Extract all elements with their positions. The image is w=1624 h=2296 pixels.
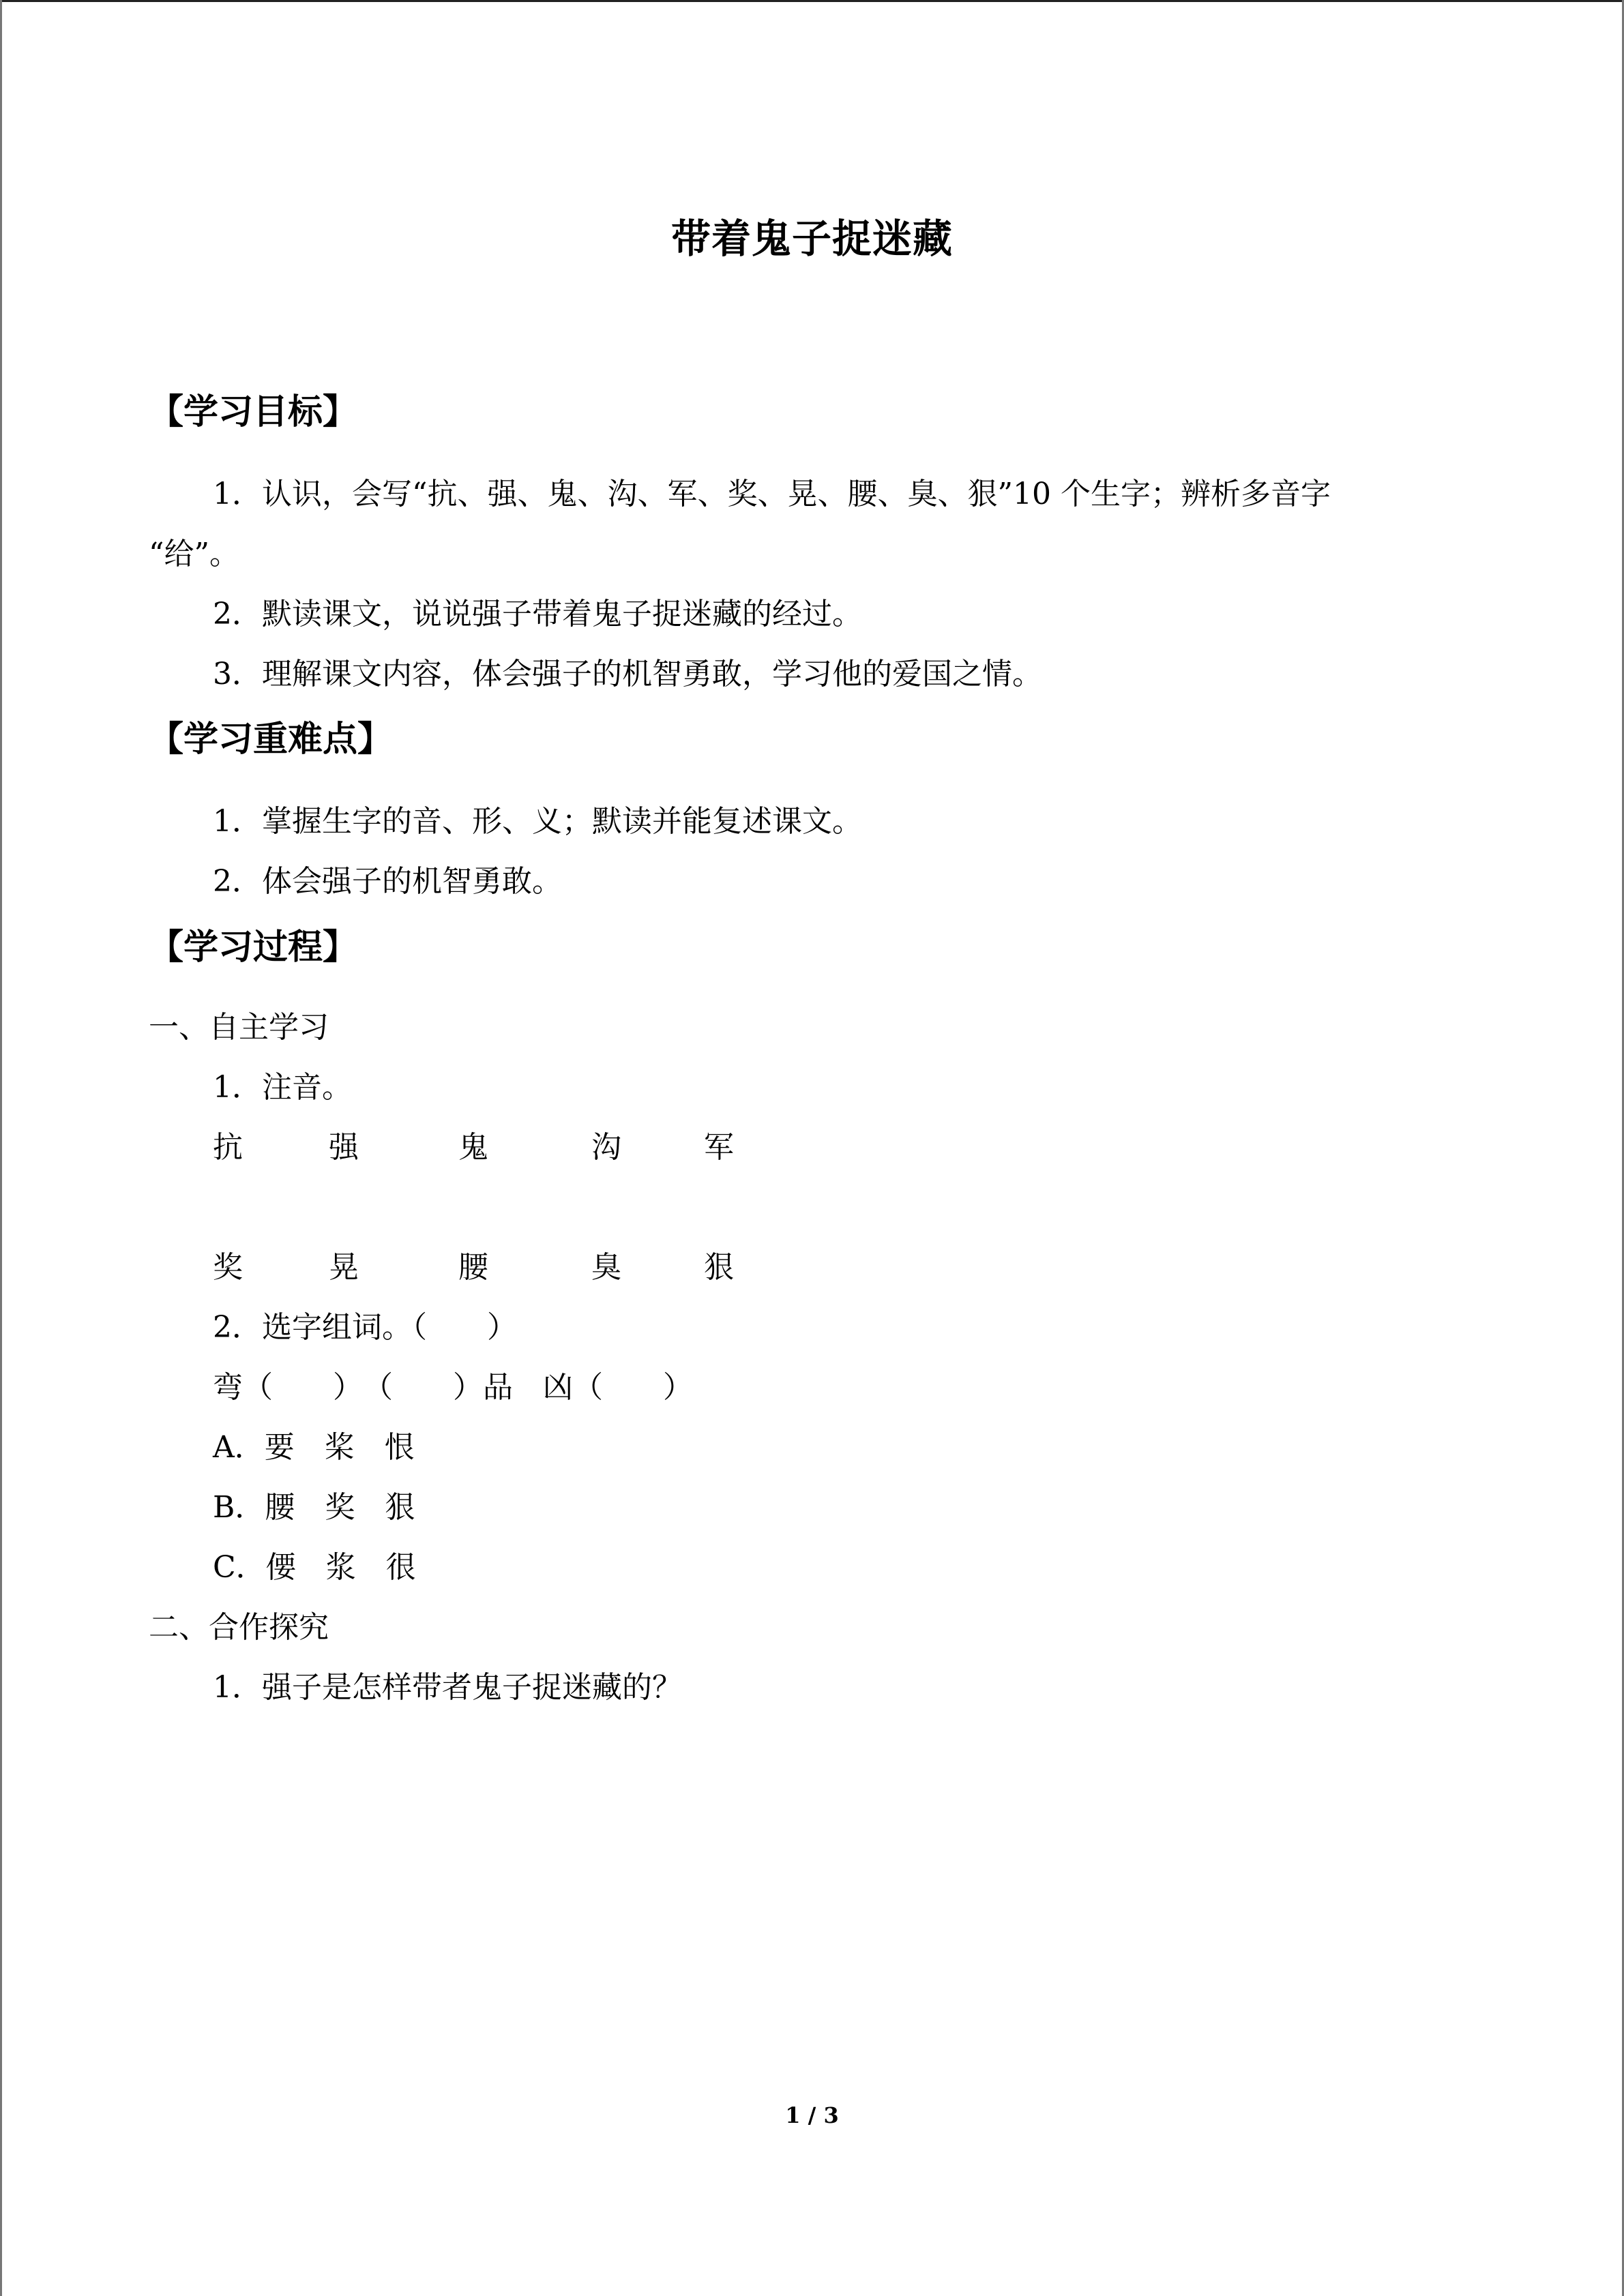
process-heading: 【学习过程】 (149, 927, 358, 968)
option-c: C．偠 浆 很 (213, 1550, 416, 1585)
left-border (0, 0, 2, 2296)
char-item: 晃 (329, 1250, 359, 1285)
option-b: B．腰 奖 狠 (213, 1490, 415, 1525)
char-item: 鬼 (458, 1130, 488, 1165)
page-title: 带着鬼子捉迷藏 (670, 215, 953, 262)
char-item: 沟 (591, 1130, 621, 1165)
top-border (0, 0, 1624, 2)
char-item: 奖 (213, 1250, 243, 1285)
objective-item-1-continued: “给”。 (149, 537, 239, 571)
part1-question-2: 2．选字组词。（ ） (213, 1310, 517, 1345)
part1-title: 一、自主学习 (149, 1010, 329, 1045)
page-number: 1 / 3 (785, 2102, 839, 2128)
part1-question-1: 1．注音。 (213, 1070, 352, 1105)
char-item: 狠 (704, 1250, 734, 1285)
word-formation-line: 弯（ ） （ ）品 凶（ ） (213, 1370, 693, 1405)
objective-item-3: 3．理解课文内容，体会强子的机智勇敢，学习他的爱国之情。 (213, 657, 1042, 691)
char-item: 臭 (591, 1250, 621, 1285)
key-point-item-2: 2．体会强子的机智勇敢。 (213, 864, 562, 899)
char-item: 强 (329, 1130, 359, 1165)
objectives-heading: 【学习目标】 (149, 392, 358, 432)
objective-item-2: 2．默读课文，说说强子带着鬼子捉迷藏的经过。 (213, 597, 862, 631)
key-points-heading: 【学习重难点】 (149, 719, 393, 760)
option-a: A．要 桨 恨 (213, 1430, 415, 1465)
part2-question-1: 1．强子是怎样带者鬼子捉迷藏的？ (213, 1670, 682, 1705)
objective-item-1: 1．认识，会写“抗、强、鬼、沟、军、奖、晃、腰、臭、狠”10 个生字；辨析多音字 (213, 477, 1331, 511)
part2-title: 二、合作探究 (149, 1610, 329, 1645)
char-item: 腰 (458, 1250, 488, 1285)
key-point-item-1: 1．掌握生字的音、形、义；默读并能复述课文。 (213, 804, 862, 839)
char-item: 军 (704, 1130, 734, 1165)
char-item: 抗 (213, 1130, 243, 1165)
